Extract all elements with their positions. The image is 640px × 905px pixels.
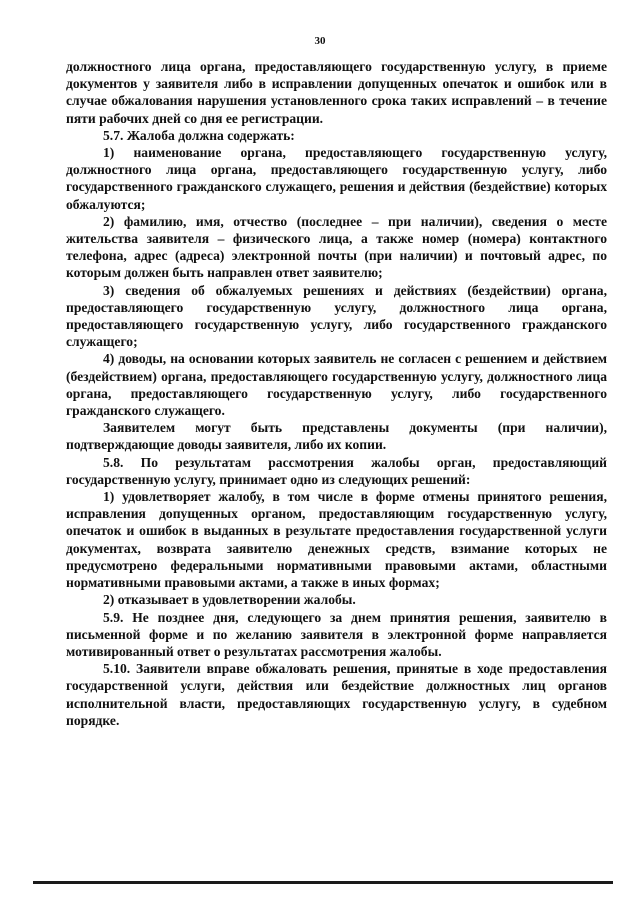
section-5-10: 5.10. Заявители вправе обжаловать решения, принятые в ходе предоставления государственной услуги, действия или бездействие должностных лиц органов исполнительной власти, предоставляющих государственную услугу, в судебном порядке. — [66, 661, 607, 728]
paragraph-continuation: должностного лица органа, предоставляющего государственную услугу, в приеме документов у заявителя либо в исправлении допущенных опечаток и ошибок или в случае обжалования нарушения установленного срока таких исправлений – в течение пяти рабочих дней со дня ее регистрации. — [66, 59, 607, 126]
decision-item-2: 2) отказывает в удовлетворении жалобы. — [103, 592, 356, 608]
page-number: 30 — [314, 35, 326, 47]
document-body — [66, 58, 607, 729]
list-item-1: 1) наименование органа, предоставляющего государственную услугу, должностного лица органа, предоставляющего государственную услугу, либо государственного гражданского служащего, решения и действия (бездействие) которых обжалуются; — [66, 145, 607, 212]
bottom-rule — [33, 881, 613, 884]
section-5-7-heading: 5.7. Жалоба должна содержать: — [103, 127, 295, 143]
section-5-9: 5.9. Не позднее дня, следующего за днем принятия решения, заявителю в письменной форме и по желанию заявителя в электронной форме направляется мотивированный ответ о результатах рассмотрения жалобы. — [66, 609, 607, 659]
decision-item-1: 1) удовлетворяет жалобу, в том числе в форме отмены принятого решения, исправления допущенных органом, предоставляющим государственную услугу, опечаток и ошибок в выданных в результате предоставления государственной услуги документах, возврата заявителю денежных средств, взимание которых не предусмотрено федеральными нормативными правовыми актами, областными нормативными правовыми актами, а также в иных формах; — [66, 489, 607, 591]
documents-note: Заявителем могут быть представлены документы (при наличии), подтверждающие доводы заявителя, либо их копии. — [66, 420, 607, 453]
list-item-2: 2) фамилию, имя, отчество (последнее – при наличии), сведения о месте жительства заявителя – физического лица, а также номер (номера) контактного телефона, адрес (адреса) электронной почты (при наличии) и почтовый адрес, по которым должен быть направлен ответ заявителю; — [66, 213, 607, 281]
list-item-4: 4) доводы, на основании которых заявитель не согласен с решением и действием (бездействием) органа, предоставляющего государственную услугу, должностного лица органа, предоставляющего государственную услугу, либо государственного гражданского служащего. — [66, 351, 607, 419]
section-5-8: 5.8. По результатам рассмотрения жалобы орган, предоставляющий государственную услугу, принимает одно из следующих решений: — [66, 454, 607, 487]
list-item-3: 3) сведения об обжалуемых решениях и действиях (бездействии) органа, предоставляющего государственную услугу, должностного лица органа, предоставляющего государственную услугу, либо государственного гражданского служащего; — [66, 282, 607, 350]
